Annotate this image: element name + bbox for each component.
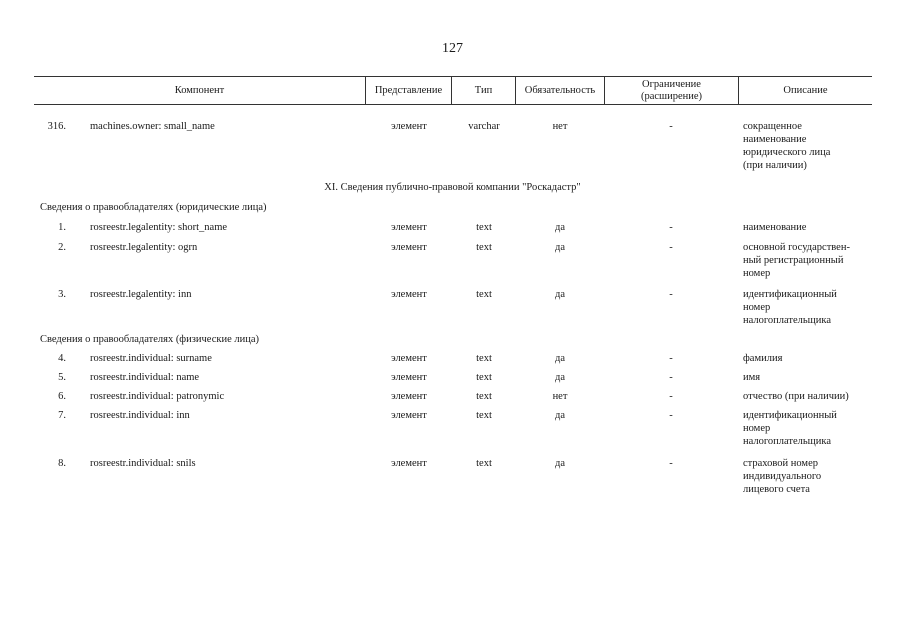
row-representation: элемент	[391, 391, 427, 402]
row-representation: элемент	[391, 353, 427, 364]
description-line: отчество (при наличии)	[743, 391, 849, 402]
row-required: нет	[552, 121, 568, 132]
row-component: rosreestr.legalentity: short_name	[90, 222, 228, 233]
row-representation: элемент	[391, 289, 427, 300]
description-line: сокращенное	[743, 121, 802, 132]
row-representation: элемент	[391, 458, 427, 469]
description-line: идентификационный	[743, 410, 837, 421]
row-number: 316.	[47, 121, 66, 132]
description-line: наименование	[743, 222, 807, 233]
row-number: 8.	[58, 458, 66, 469]
row-required: да	[554, 353, 565, 364]
row-type: text	[476, 458, 492, 469]
row-restriction: -	[669, 242, 673, 253]
row-component: rosreestr.individual: inn	[90, 410, 190, 421]
row-required: да	[554, 410, 565, 421]
row-required: да	[554, 242, 565, 253]
description-line: (при наличии)	[743, 160, 807, 171]
header-required: Обязательность	[524, 84, 596, 96]
row-component: rosreestr.legalentity: inn	[90, 289, 192, 300]
row-representation: элемент	[391, 372, 427, 383]
row-required: да	[554, 289, 565, 300]
row-restriction: -	[669, 458, 673, 469]
description-line: лицевого счета	[743, 484, 810, 495]
group-title-legal: Сведения о правообладателях (юридические лица)	[40, 202, 267, 213]
header-type: Тип	[474, 84, 493, 96]
row-type: text	[476, 410, 492, 421]
description-line: фамилия	[743, 353, 783, 364]
header-representation: Представление	[374, 84, 443, 96]
row-restriction: -	[669, 353, 673, 364]
description-line: юридического лица	[743, 147, 831, 158]
row-required: да	[554, 222, 565, 233]
row-required: да	[554, 372, 565, 383]
row-type: text	[476, 289, 492, 300]
description-line: налогоплательщика	[743, 436, 831, 447]
row-restriction: -	[669, 391, 673, 402]
description-line: идентификационный	[743, 289, 837, 300]
row-restriction: -	[669, 410, 673, 421]
row-restriction: -	[669, 289, 673, 300]
header-component: Компонент	[174, 84, 225, 96]
header-restriction-line2: (расширение)	[640, 90, 703, 102]
row-representation: элемент	[391, 222, 427, 233]
row-type: varchar	[468, 121, 500, 132]
row-number: 7.	[58, 410, 66, 421]
row-number: 3.	[58, 289, 66, 300]
row-description	[743, 288, 871, 327]
row-number: 5.	[58, 372, 66, 383]
group-title-individual: Сведения о правообладателях (физические лица)	[40, 334, 260, 345]
description-line: ный регистрационный	[743, 255, 844, 266]
description-line: налогоплательщика	[743, 315, 831, 326]
row-required: нет	[552, 391, 568, 402]
header-restriction	[605, 77, 738, 104]
description-line: индивидуального	[743, 471, 822, 482]
description-line: номер	[743, 423, 771, 434]
row-component: rosreestr.individual: surname	[90, 353, 212, 364]
row-description	[743, 409, 871, 448]
row-required: да	[554, 458, 565, 469]
row-representation: элемент	[391, 410, 427, 421]
row-component: rosreestr.individual: snils	[90, 458, 196, 469]
row-description	[743, 241, 871, 280]
row-number: 6.	[58, 391, 66, 402]
row-restriction: -	[669, 222, 673, 233]
header-restriction-line1: Ограничение	[642, 78, 701, 90]
row-description	[743, 371, 871, 384]
row-type: text	[476, 242, 492, 253]
row-component: rosreestr.individual: patronymic	[90, 391, 225, 402]
row-type: text	[476, 222, 492, 233]
description-line: номер	[743, 268, 771, 279]
row-component: rosreestr.individual: name	[90, 372, 200, 383]
description-line: основной государствен-	[743, 242, 850, 253]
row-restriction: -	[669, 372, 673, 383]
description-line: имя	[743, 372, 761, 383]
row-description	[743, 352, 871, 365]
row-description	[743, 457, 871, 496]
row-component: machines.owner: small_name	[90, 121, 215, 132]
description-line: страховой номер	[743, 458, 818, 469]
page-number: 127	[442, 41, 463, 56]
row-representation: элемент	[391, 121, 427, 132]
row-description	[743, 120, 871, 172]
description-line: наименование	[743, 134, 807, 145]
header-description: Описание	[783, 84, 828, 96]
row-restriction: -	[669, 121, 673, 132]
section-title: XI. Сведения публично-правовой компании "Роскадастр"	[324, 182, 581, 193]
row-description	[743, 221, 871, 234]
description-line: номер	[743, 302, 771, 313]
row-representation: элемент	[391, 242, 427, 253]
row-type: text	[476, 391, 492, 402]
row-number: 1.	[58, 222, 66, 233]
row-component: rosreestr.legalentity: ogrn	[90, 242, 198, 253]
row-description	[743, 390, 871, 403]
row-type: text	[476, 372, 492, 383]
row-type: text	[476, 353, 492, 364]
row-number: 2.	[58, 242, 66, 253]
table-header-rule	[34, 104, 872, 105]
row-number: 4.	[58, 353, 66, 364]
